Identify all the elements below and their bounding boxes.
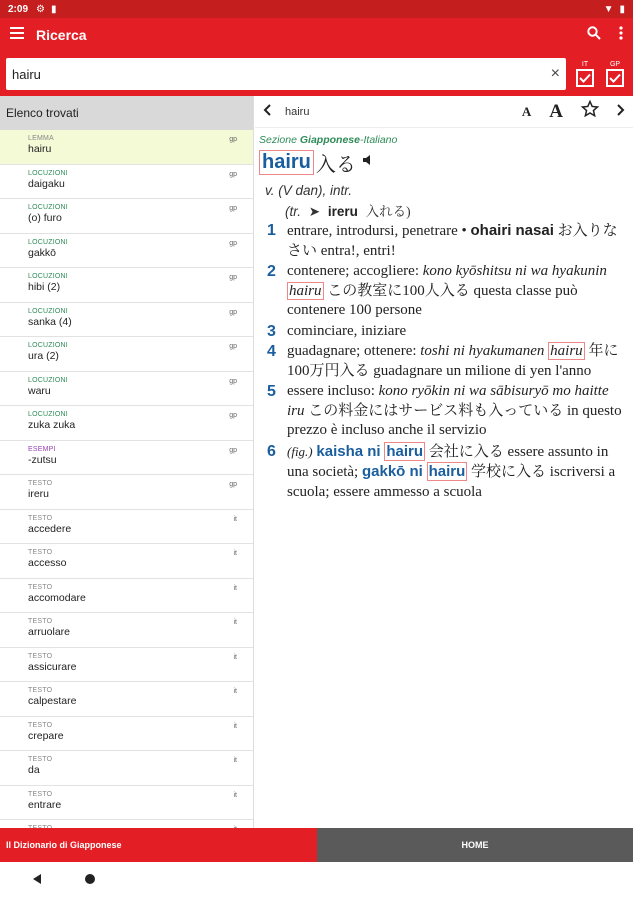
list-item[interactable] (0, 717, 253, 752)
back-icon[interactable] (32, 872, 42, 890)
list-item-lang: it (233, 619, 237, 626)
sense-6-c1: 会社に入る essere assunto in una società; (287, 443, 609, 480)
list-item-lang: it (233, 757, 237, 764)
list-item-lang: it (233, 584, 237, 592)
list-item-category: ESEMPI (28, 445, 56, 453)
list-item-category: LOCUZIONI (28, 376, 68, 384)
section-label (259, 134, 629, 146)
list-item-lang: gp (229, 446, 237, 454)
cross-ref-jp: 入れる) (365, 204, 411, 219)
headword-row (259, 148, 629, 177)
toggle-it[interactable] (574, 61, 596, 87)
settings-status-icon: ⚙ (36, 3, 45, 15)
system-nav-bar (0, 862, 633, 900)
list-item-lang: it (233, 550, 237, 557)
list-item-category: TESTO (28, 549, 53, 556)
highlight-match: hairu (428, 463, 466, 480)
battery-icon: ▮ (619, 3, 625, 15)
cross-ref-link[interactable]: ireru (327, 204, 358, 219)
sense-5-b: kono ryōkin ni wa sābisuryō mo haitte iru (287, 383, 609, 419)
sense-6-c2: 学校に入る iscriversi a scuola; essere ammesso a scuola (287, 464, 616, 500)
list-item-lang: it (233, 688, 237, 695)
list-item-word: accedere (28, 522, 72, 535)
list-item-category: LEMMA (28, 135, 54, 142)
sense-1-b: ohairi nasai (470, 222, 554, 239)
sense-4-b: toshi ni hyakumanen (420, 343, 545, 359)
list-item[interactable] (0, 751, 253, 786)
sense-text (281, 221, 629, 261)
list-item-word: accesso (28, 557, 67, 569)
list-item-category: LOCUZIONI (28, 411, 68, 418)
chevron-right-icon[interactable] (617, 103, 625, 121)
list-item-word: hibi (2) (28, 281, 61, 293)
list-item[interactable] (0, 682, 253, 717)
detail-toolbar (255, 96, 633, 128)
search-box (6, 58, 566, 90)
list-item-lang: gp (229, 377, 237, 385)
sense-2-c: この教室に100人入る questa classe può contenere 100 persone (287, 282, 578, 318)
results-list-panel (0, 96, 254, 828)
highlight-match: hairu (386, 442, 424, 460)
list-item[interactable] (0, 786, 253, 821)
list-item-word: zuka zuka (28, 419, 76, 431)
arrow-right-icon: ➤ (308, 204, 321, 219)
list-item[interactable] (0, 475, 253, 510)
list-item[interactable] (0, 372, 253, 407)
list-item[interactable] (0, 234, 253, 269)
toggle-it-label: IT (581, 61, 589, 68)
list-item-category: TESTO (28, 687, 53, 694)
list-item-word: crepare (28, 729, 64, 742)
status-time: 2:09 (8, 3, 29, 15)
search-icon[interactable] (587, 26, 601, 45)
bullet: • (461, 223, 467, 239)
checkbox-checked-icon (576, 69, 594, 87)
list-item-word: waru (28, 384, 51, 397)
grammar-ref (285, 200, 629, 220)
list-item-lang: it (233, 791, 237, 799)
star-icon[interactable] (581, 100, 599, 123)
sense-2 (259, 262, 629, 321)
sense-5-a: essere incluso: (287, 383, 379, 399)
list-item-category: TESTO (28, 514, 53, 522)
sense-text (281, 382, 629, 441)
sense-number: 6 (267, 442, 276, 460)
list-item-category: TESTO (28, 721, 53, 729)
hamburger-menu-icon[interactable] (10, 26, 26, 44)
list-item-lang: gp (229, 136, 237, 143)
sd-card-icon: ▮ (50, 3, 57, 15)
list-item-lang: gp (229, 343, 237, 350)
clear-icon[interactable]: × (550, 65, 560, 82)
list-item[interactable] (0, 613, 253, 648)
home-circle-icon[interactable] (84, 872, 96, 890)
sense-number: 1 (267, 222, 276, 239)
app-title: Ricerca (36, 27, 87, 43)
list-item[interactable] (0, 268, 253, 303)
app-bar (0, 18, 633, 52)
list-item-lang: gp (229, 412, 237, 419)
detail-toolbar-word: hairu (285, 105, 310, 118)
sense-4-c: 年に100万円入る guadagnare un milione di yen l'anno (287, 343, 619, 379)
sense-1-a: entrare, introdursi, penetrare (287, 223, 458, 239)
checkbox-checked-icon (606, 69, 624, 87)
sense-number: 2 (267, 263, 276, 280)
list-item-category: TESTO (28, 583, 53, 591)
list-item-word: ireru (28, 488, 50, 500)
list-item-word: sanka (4) (28, 315, 72, 328)
speaker-icon[interactable] (362, 154, 374, 171)
list-item-word: -zutsu (28, 453, 57, 466)
home-button[interactable]: HOME (317, 828, 633, 862)
section-prefix: Sezione (259, 134, 300, 146)
sense-5 (259, 382, 629, 441)
grammar-ref-tr: (tr. (285, 204, 301, 219)
list-item[interactable] (0, 510, 253, 545)
sense-text (281, 442, 629, 503)
list-item[interactable] (0, 544, 253, 579)
sense-4 (259, 342, 629, 381)
list-item-word: arruolare (28, 626, 71, 638)
list-item-category: TESTO (28, 790, 53, 798)
list-item-category: LOCUZIONI (28, 169, 68, 177)
list-item-word: accomodare (28, 591, 86, 604)
list-item-lang: gp (229, 481, 237, 488)
list-item-category: LOCUZIONI (28, 307, 68, 315)
sense-4-a: guadagnare; ottenere: (287, 343, 421, 359)
search-row (0, 52, 633, 96)
sense-1-c: お入りなさい entra!, entri! (287, 223, 618, 259)
grammar-info: v. (V dan), intr. (265, 183, 353, 198)
list-item-category: LOCUZIONI (28, 204, 68, 211)
list-item-lang: it (233, 515, 237, 523)
list-item[interactable] (0, 337, 253, 372)
headword: hairu (259, 150, 314, 175)
list-item-lang: gp (229, 239, 237, 247)
list-item-word: entrare (28, 798, 62, 811)
sense-6 (259, 442, 629, 503)
list-item[interactable] (0, 579, 253, 614)
sense-6-fig: (fig.) (287, 443, 313, 459)
list-item-category: LOCUZIONI (28, 273, 68, 280)
list-item-word: hairu (28, 143, 52, 155)
list-item-word: daigaku (28, 177, 65, 190)
list-item-word: da (28, 764, 40, 776)
sense-number: 4 (267, 343, 276, 360)
headword-kana: 入る (315, 154, 356, 176)
sense-6-b2: gakkō ni (361, 463, 423, 480)
list-item[interactable] (0, 130, 253, 165)
list-item-category: LOCUZIONI (28, 238, 68, 246)
wifi-icon: ▼ (603, 3, 614, 15)
list-item-category: LOCUZIONI (28, 342, 68, 349)
list-item[interactable] (0, 165, 253, 200)
list-item-lang: it (233, 722, 237, 730)
list-item-lang: gp (229, 205, 237, 212)
list-item-word: calpestare (28, 695, 77, 707)
sense-2-a: contenere; accogliere: (287, 263, 423, 279)
list-item-category: TESTO (28, 618, 53, 625)
highlight-match: hairu (550, 343, 583, 359)
sense-text (281, 262, 629, 321)
highlight-match: hairu (289, 282, 322, 299)
list-item[interactable] (0, 406, 253, 441)
sense-6-b1: kaisha ni (316, 442, 381, 460)
list-item-word: ura (2) (28, 350, 59, 362)
sense-text: cominciare, iniziare (287, 322, 407, 339)
sense-number: 5 (267, 383, 276, 400)
entry-detail-panel (255, 96, 633, 828)
sense-text (281, 342, 629, 381)
section-bold: Giapponese (299, 134, 360, 146)
chevron-left-icon[interactable] (263, 103, 271, 121)
sense-2-b: kono kyōshitsu ni wa hyakunin (422, 263, 607, 279)
list-item-lang: gp (229, 308, 237, 316)
font-decrease-button[interactable]: A (521, 103, 532, 119)
list-item-category: TESTO (28, 480, 53, 487)
toggle-gp[interactable] (604, 61, 626, 87)
sense-1 (259, 221, 629, 261)
list-item[interactable] (0, 199, 253, 234)
app-name-footer: Il Dizionario di Giapponese (0, 828, 317, 862)
list-item-category: TESTO (28, 652, 53, 660)
list-item-word: (o) furo (28, 212, 62, 224)
list-item-lang: it (233, 653, 237, 661)
list-item-word: assicurare (28, 660, 77, 673)
bottom-bar (0, 828, 633, 862)
overflow-menu-icon[interactable] (619, 26, 623, 45)
toggle-gp-label: GP (609, 61, 621, 68)
search-input[interactable] (12, 67, 551, 82)
sense-5-c: この料金にはサービス料も入っている in questo prezzo è incluso anche il servizio (287, 402, 622, 438)
sense-3 (259, 322, 629, 342)
list-item[interactable] (0, 303, 253, 338)
section-suffix: -Italiano (359, 134, 398, 146)
list-item-word: gakkō (28, 246, 57, 259)
sense-number: 3 (267, 322, 276, 340)
list-item-lang: gp (229, 170, 237, 178)
list-item[interactable] (0, 441, 253, 476)
status-bar (0, 0, 633, 18)
results-list-header: Elenco trovati (0, 96, 253, 130)
list-item-lang: gp (229, 274, 237, 281)
list-item-category: TESTO (28, 756, 53, 763)
font-increase-button[interactable]: A (549, 100, 563, 122)
results-list (0, 130, 253, 855)
list-item[interactable] (0, 648, 253, 683)
dictionary-entry (255, 128, 633, 502)
